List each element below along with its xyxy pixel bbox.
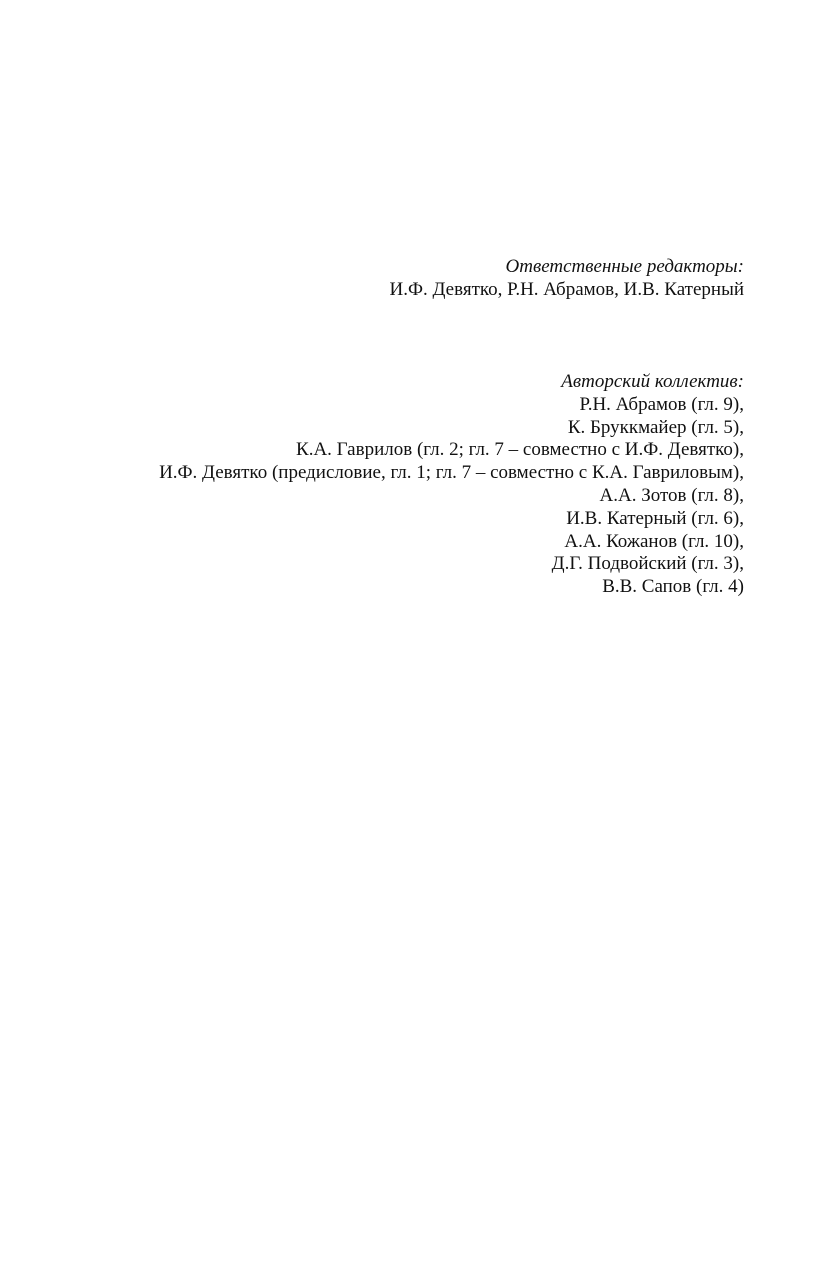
- author-line: А.А. Кожанов (гл. 10),: [564, 530, 744, 552]
- editors-names: И.Ф. Девятко, Р.Н. Абрамов, И.В. Катерный: [389, 278, 744, 300]
- authors-heading: Авторский коллектив:: [561, 371, 744, 392]
- author-line: Р.Н. Абрамов (гл. 9),: [579, 393, 744, 415]
- author-line: К. Бруккмайер (гл. 5),: [567, 416, 744, 438]
- author-line: В.В. Сапов (гл. 4): [602, 576, 744, 598]
- author-line: А.А. Зотов (гл. 8),: [599, 484, 744, 506]
- editors-block: [44, 256, 744, 302]
- author-line: И.В. Катерный (гл. 6),: [566, 507, 744, 529]
- authors-block: [44, 371, 744, 599]
- editors-heading: Ответственные редакторы:: [505, 256, 744, 277]
- author-line: К.А. Гаврилов (гл. 2; гл. 7 – совместно с И.Ф. Девятко),: [296, 439, 744, 461]
- author-line: И.Ф. Девятко (предисловие, гл. 1; гл. 7 – совместно с К.А. Гавриловым),: [159, 462, 744, 484]
- author-line: Д.Г. Подвойский (гл. 3),: [551, 553, 744, 575]
